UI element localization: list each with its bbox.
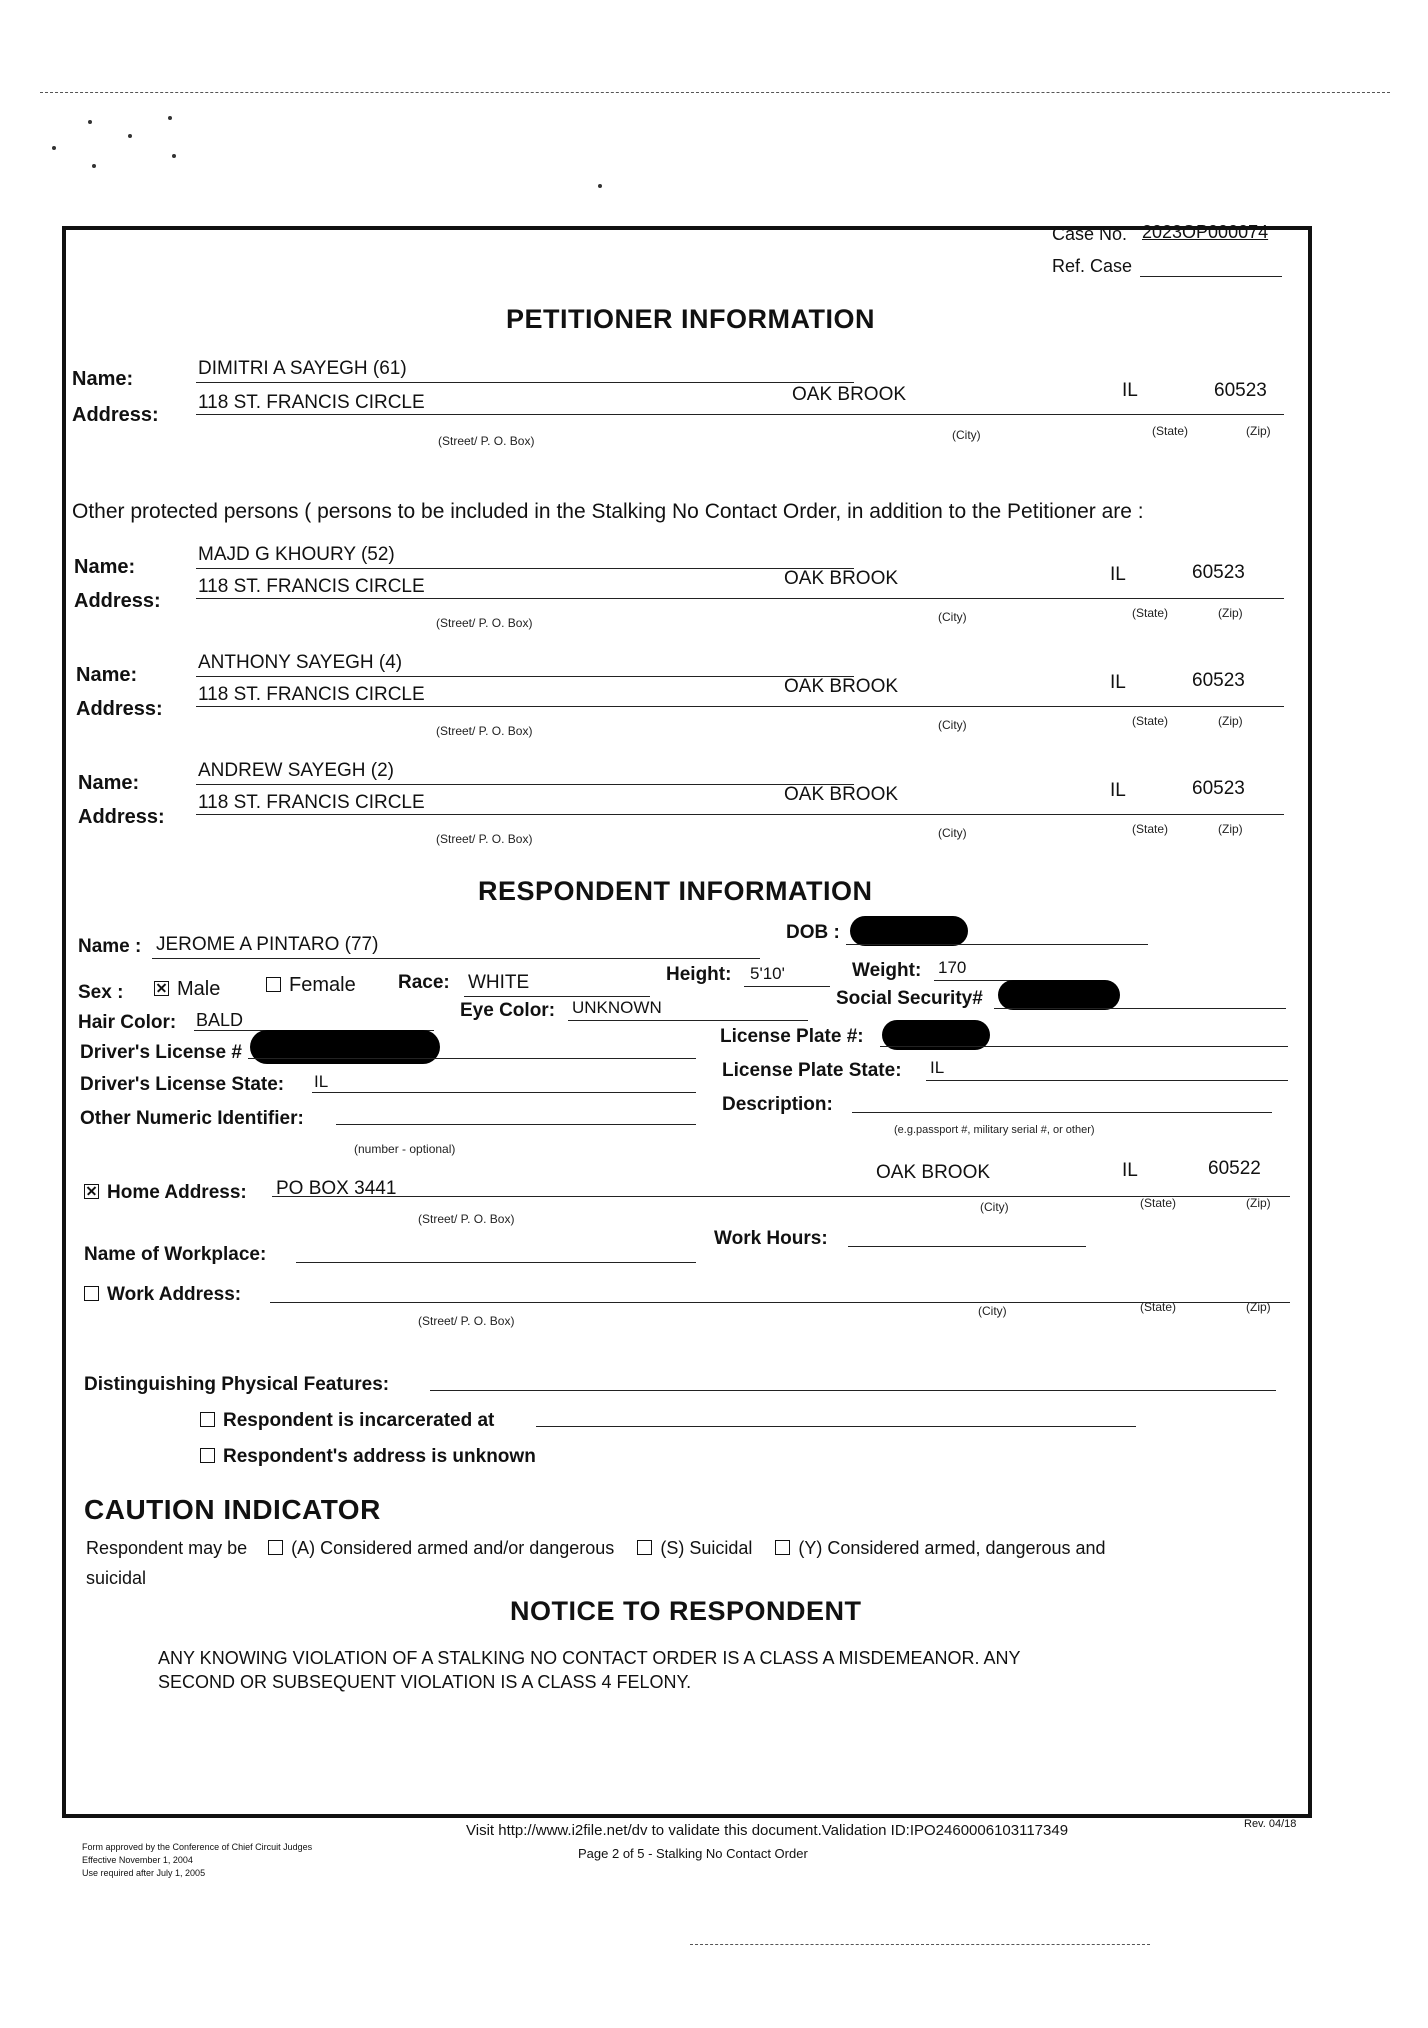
scan-edge-bottom (690, 1944, 1150, 1945)
other-zip-caption: (Zip) (1218, 606, 1243, 620)
work-city-caption: (City) (978, 1304, 1007, 1318)
notice-line-1: ANY KNOWING VIOLATION OF A STALKING NO CONTACT ORDER IS A CLASS A MISDEMEANOR. ANY (158, 1648, 1021, 1668)
ssn-line[interactable] (994, 1008, 1286, 1009)
other-zip: 60523 (1192, 670, 1245, 691)
ssn-label: Social Security# (836, 988, 983, 1009)
home-address-row (84, 1182, 247, 1204)
petitioner-name-line[interactable] (196, 382, 854, 383)
eye-line[interactable] (568, 1020, 808, 1021)
respondent-name-line[interactable] (152, 958, 760, 959)
features-label: Distinguishing Physical Features: (84, 1374, 390, 1395)
petitioner-address-line[interactable] (196, 414, 1284, 415)
height: 5'10' (750, 964, 785, 983)
home-address-label: Home Address: (107, 1182, 247, 1203)
other-city: OAK BROOK (784, 784, 899, 805)
eye: UNKNOWN (572, 998, 662, 1017)
workplace-line[interactable] (296, 1262, 696, 1263)
respondent-name-label: Name : (78, 936, 142, 957)
scan-speck (172, 154, 176, 158)
other-address-line[interactable] (196, 706, 1284, 707)
height-label: Height: (666, 964, 732, 985)
petitioner-address-label: Address: (72, 404, 159, 426)
petitioner-city-caption: (City) (952, 428, 981, 442)
other-zip-caption: (Zip) (1218, 822, 1243, 836)
petitioner-city: OAK BROOK (792, 384, 907, 405)
features-line[interactable] (430, 1390, 1276, 1391)
footer-approved-1: Form approved by the Conference of Chief Circuit Judges (82, 1842, 313, 1852)
home-street-caption: (Street/ P. O. Box) (418, 1212, 515, 1226)
footer-rev: Rev. 04/18 (1244, 1818, 1297, 1830)
other-address-label: Address: (76, 698, 163, 720)
dob-line[interactable] (846, 944, 1148, 945)
notice-heading: NOTICE TO RESPONDENT (510, 1596, 862, 1626)
address-unknown-row (200, 1446, 536, 1468)
work-hours-label: Work Hours: (714, 1228, 828, 1249)
work-state-caption: (State) (1140, 1300, 1177, 1314)
male-label: Male (177, 978, 221, 1000)
description-note: (e.g.passport #, military serial #, or other) (894, 1124, 1095, 1136)
other-id-label: Other Numeric Identifier: (80, 1108, 304, 1129)
other-street-caption: (Street/ P. O. Box) (436, 832, 533, 846)
male-option (154, 978, 220, 1001)
dob-redaction (850, 916, 968, 946)
other-state-caption: (State) (1132, 606, 1169, 620)
case-no: 2023OP000074 (1142, 222, 1269, 242)
other-name-label: Name: (76, 664, 138, 686)
scan-speck (88, 120, 92, 124)
footer-validation: Visit http://www.i2file.net/dv to validate this document.Validation ID:IPO2460006103117349 (466, 1822, 1069, 1839)
other-name-line[interactable] (196, 676, 854, 677)
other-name: MAJD G KHOURY (52) (198, 544, 395, 565)
home-city-caption: (City) (980, 1200, 1009, 1214)
description-line[interactable] (852, 1112, 1272, 1113)
weight: 170 (938, 958, 967, 977)
petitioner-street-caption: (Street/ P. O. Box) (438, 434, 535, 448)
male-checkbox[interactable] (154, 981, 169, 996)
home-zip-caption: (Zip) (1246, 1196, 1271, 1210)
petitioner-heading: PETITIONER INFORMATION (506, 304, 875, 334)
incarcerated-line[interactable] (536, 1426, 1136, 1427)
race: WHITE (468, 972, 530, 993)
dl-state-line[interactable] (312, 1092, 696, 1093)
caution-s-checkbox[interactable] (637, 1540, 652, 1555)
female-label: Female (289, 974, 356, 996)
other-zip: 60523 (1192, 562, 1245, 583)
incarcerated-label: Respondent is incarcerated at (223, 1410, 495, 1431)
notice-line-2: SECOND OR SUBSEQUENT VIOLATION IS A CLASS 4 FELONY. (158, 1672, 692, 1692)
other-address-label: Address: (78, 806, 165, 828)
form-border (62, 226, 1312, 1818)
case-no-label: Case No. (1052, 224, 1128, 244)
scan-speck (92, 164, 96, 168)
other-zip-caption: (Zip) (1218, 714, 1243, 728)
incarcerated-row (200, 1410, 494, 1432)
caution-y-continued: suicidal (86, 1568, 147, 1588)
workplace-label: Name of Workplace: (84, 1244, 267, 1265)
other-city-caption: (City) (938, 718, 967, 732)
scan-speck (598, 184, 602, 188)
petitioner-name-label: Name: (72, 368, 134, 390)
home-address-checkbox[interactable] (84, 1184, 99, 1199)
petitioner-name: DIMITRI A SAYEGH (61) (198, 358, 407, 379)
other-state: IL (1110, 780, 1126, 801)
other-state-caption: (State) (1132, 714, 1169, 728)
scan-speck (168, 116, 172, 120)
scan-speck (128, 134, 132, 138)
work-address-label: Work Address: (107, 1284, 242, 1305)
sex-label: Sex : (78, 982, 124, 1003)
other-name-line[interactable] (196, 784, 854, 785)
eye-label: Eye Color: (460, 1000, 556, 1021)
footer-approved-2: Effective November 1, 2004 (82, 1855, 193, 1865)
home-city: OAK BROOK (876, 1162, 991, 1183)
plate-state: IL (930, 1058, 945, 1077)
other-city-caption: (City) (938, 826, 967, 840)
caution-s-label: (S) Suicidal (660, 1538, 753, 1558)
other-city: OAK BROOK (784, 568, 899, 589)
description-label: Description: (722, 1094, 833, 1115)
other-street: 118 ST. FRANCIS CIRCLE (198, 684, 425, 705)
caution-a-checkbox[interactable] (268, 1540, 283, 1555)
respondent-heading: RESPONDENT INFORMATION (478, 876, 873, 906)
scan-edge-top (40, 92, 1390, 93)
other-name-label: Name: (78, 772, 140, 794)
other-id-line[interactable] (336, 1124, 696, 1125)
caution-y-label: (Y) Considered armed, dangerous and (798, 1538, 1106, 1558)
work-address-checkbox[interactable] (84, 1286, 99, 1301)
dl-label: Driver's License # (80, 1042, 242, 1063)
work-address-row (84, 1284, 241, 1306)
petitioner-state: IL (1122, 380, 1138, 401)
other-city: OAK BROOK (784, 676, 899, 697)
plate-line[interactable] (880, 1046, 1288, 1047)
dl-state-label: Driver's License State: (80, 1074, 285, 1095)
home-street: PO BOX 3441 (276, 1178, 397, 1199)
dl-state: IL (314, 1072, 329, 1091)
other-name-label: Name: (74, 556, 136, 578)
other-address-label: Address: (74, 590, 161, 612)
other-id-note: (number - optional) (354, 1142, 456, 1156)
other-street-caption: (Street/ P. O. Box) (436, 724, 533, 738)
other-street: 118 ST. FRANCIS CIRCLE (198, 576, 425, 597)
incarcerated-checkbox[interactable] (200, 1412, 215, 1427)
other-zip: 60523 (1192, 778, 1245, 799)
address-unknown-label: Respondent's address is unknown (223, 1446, 536, 1467)
footer-page: Page 2 of 5 - Stalking No Contact Order (578, 1846, 808, 1861)
ref-case-label: Ref. Case (1052, 256, 1133, 276)
petitioner-state-caption: (State) (1152, 424, 1189, 438)
other-name: ANTHONY SAYEGH (4) (198, 652, 403, 673)
work-hours-line[interactable] (848, 1246, 1086, 1247)
caution-row (86, 1538, 1106, 1559)
caution-y-checkbox[interactable] (775, 1540, 790, 1555)
dl-line[interactable] (248, 1058, 696, 1059)
plate-label: License Plate #: (720, 1026, 864, 1047)
other-state-caption: (State) (1132, 822, 1169, 836)
plate-state-line[interactable] (926, 1080, 1288, 1081)
weight-label: Weight: (852, 960, 922, 981)
caution-a-label: (A) Considered armed and/or dangerous (291, 1538, 615, 1558)
other-name: ANDREW SAYEGH (2) (198, 760, 395, 781)
hair-label: Hair Color: (78, 1012, 177, 1033)
scan-speck (52, 146, 56, 150)
ssn-redaction (998, 980, 1120, 1010)
petitioner-zip-caption: (Zip) (1246, 424, 1271, 438)
ref-case-line[interactable] (1140, 276, 1282, 277)
caution-prefix: Respondent may be (86, 1538, 248, 1558)
work-address-line[interactable] (270, 1302, 1290, 1303)
other-street: 118 ST. FRANCIS CIRCLE (198, 792, 425, 813)
plate-state-label: License Plate State: (722, 1060, 902, 1081)
other-address-line[interactable] (196, 598, 1284, 599)
work-zip-caption: (Zip) (1246, 1300, 1271, 1314)
other-state: IL (1110, 672, 1126, 693)
petitioner-street: 118 ST. FRANCIS CIRCLE (198, 392, 425, 413)
other-street-caption: (Street/ P. O. Box) (436, 616, 533, 630)
other-name-line[interactable] (196, 568, 854, 569)
respondent-name: JEROME A PINTARO (77) (156, 934, 379, 955)
work-street-caption: (Street/ P. O. Box) (418, 1314, 515, 1328)
caution-heading: CAUTION INDICATOR (84, 1494, 381, 1525)
home-zip: 60522 (1208, 1158, 1261, 1179)
petitioner-zip: 60523 (1214, 380, 1267, 401)
other-persons-intro: Other protected persons ( persons to be included in the Stalking No Contact Order, in addition to the Petitioner are : (72, 500, 1144, 523)
female-option (266, 974, 356, 997)
other-city-caption: (City) (938, 610, 967, 624)
hair: BALD (196, 1010, 244, 1030)
other-address-line[interactable] (196, 814, 1284, 815)
footer-approved-3: Use required after July 1, 2005 (82, 1868, 206, 1878)
other-state: IL (1110, 564, 1126, 585)
home-address-line[interactable] (272, 1196, 1290, 1197)
home-state: IL (1122, 1160, 1138, 1181)
address-unknown-checkbox[interactable] (200, 1448, 215, 1463)
female-checkbox[interactable] (266, 977, 281, 992)
home-state-caption: (State) (1140, 1196, 1177, 1210)
dob-label: DOB : (786, 922, 840, 943)
race-line[interactable] (464, 996, 650, 997)
race-label: Race: (398, 972, 450, 993)
height-line[interactable] (744, 986, 830, 987)
